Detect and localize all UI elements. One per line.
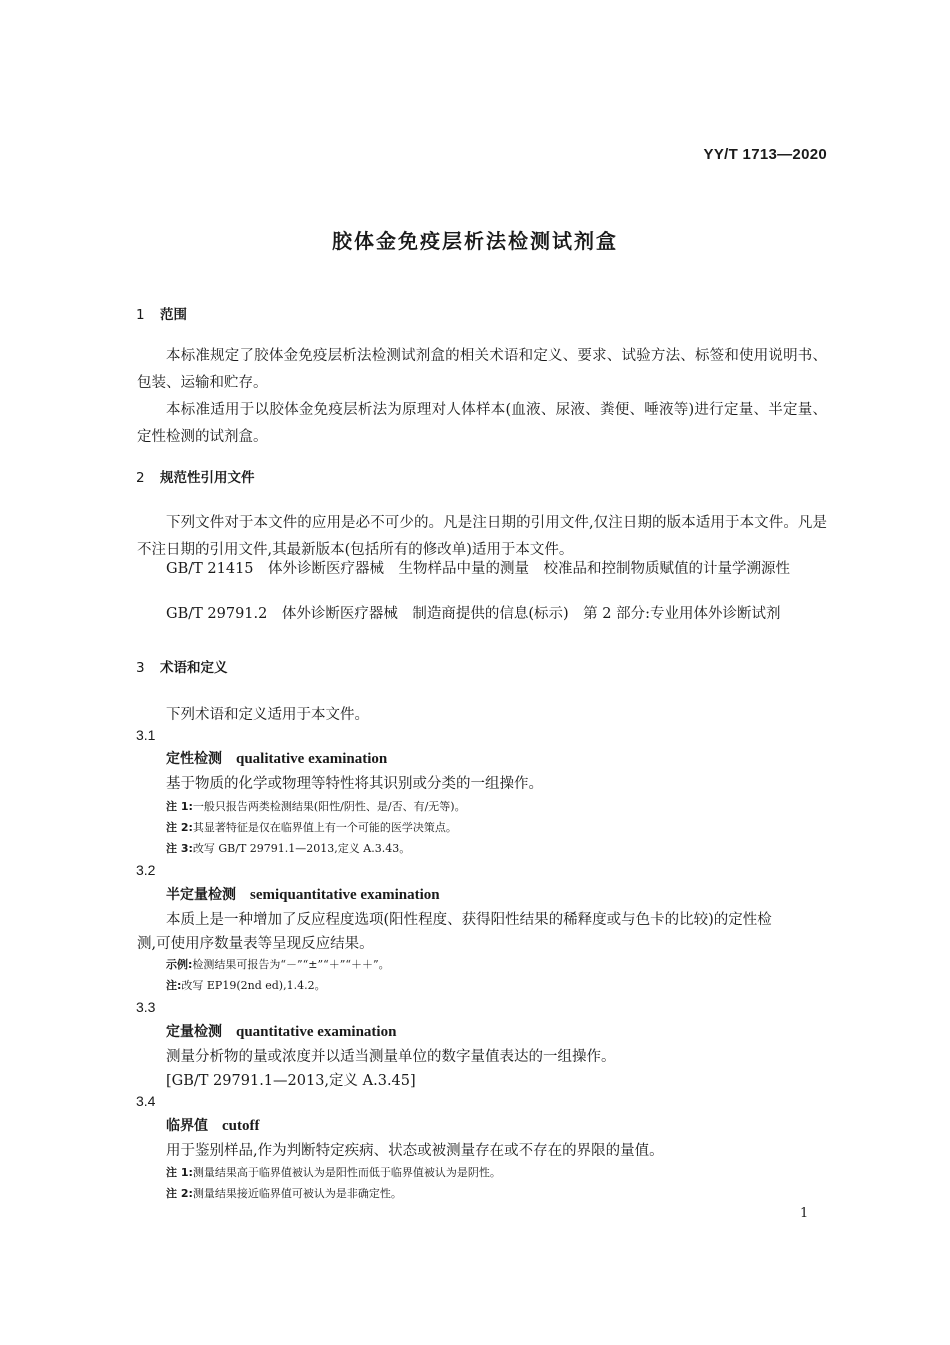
- note-text: 一般只报告两类检测结果(阳性/阴性、是/否、有/无等)。: [192, 800, 466, 813]
- note-label: 注 2:: [166, 1187, 193, 1200]
- term-en: cutoff: [222, 1118, 260, 1134]
- reference-item: GB/T 29791.2 体外诊断医疗器械 制造商提供的信息(标示) 第 2 部分:专业用体外诊断试剂: [166, 606, 781, 622]
- paragraph: 下列文件对于本文件的应用是必不可少的。凡是注日期的引用文件,仅注日期的版本适用于本文件。凡是不注日期的引用文件,其最新版本(包括所有的修改单)适用于本文件。: [137, 515, 827, 558]
- paragraph: 本标准规定了胶体金免疫层析法检测试剂盒的相关术语和定义、要求、试验方法、标签和使用说明书、包装、运输和贮存。: [137, 348, 827, 391]
- standard-number: YY/T 1713—2020: [703, 146, 827, 163]
- section-number: 3: [136, 660, 145, 676]
- term-heading: [166, 884, 440, 904]
- term-zh: 半定量检测: [166, 887, 236, 903]
- example-label: 示例:: [166, 958, 193, 971]
- section-heading: [136, 466, 255, 486]
- note-text: 测量结果高于临界值被认为是阳性而低于临界值被认为是阴性。: [192, 1166, 501, 1179]
- section-title: 规范性引用文件: [160, 470, 255, 486]
- note-label: 注 2:: [166, 821, 193, 834]
- term-zh: 临界值: [166, 1118, 208, 1134]
- term-definition: 基于物质的化学或物理等特性将其识别或分类的一组操作。: [166, 776, 543, 792]
- section-title: 范围: [160, 307, 187, 323]
- clause-number: 3.2: [136, 862, 156, 878]
- term-heading: [166, 1021, 396, 1041]
- term-heading: [166, 1115, 260, 1135]
- clause-number: 3.1: [136, 727, 156, 743]
- clause-number: 3.4: [136, 1093, 156, 1109]
- term-definition: 用于鉴别样品,作为判断特定疾病、状态或被测量存在或不存在的界限的量值。: [166, 1143, 664, 1159]
- term-definition: 本质上是一种增加了反应程度选项(阳性程度、获得阳性结果的稀释度或与色卡的比较)的定性检: [166, 912, 772, 928]
- note-label: 注 3:: [166, 842, 193, 855]
- clause-number: 3.3: [136, 999, 156, 1015]
- section-number: 2: [136, 470, 145, 486]
- section-title: 术语和定义: [160, 660, 228, 676]
- reference-item: GB/T 21415 体外诊断医疗器械 生物样品中量的测量 校准品和控制物质赋值的计量学溯源性: [166, 561, 791, 577]
- note-label: 注 1:: [166, 1166, 193, 1179]
- note: [166, 1185, 402, 1201]
- section-heading: [136, 303, 187, 323]
- term-en: quantitative examination: [236, 1024, 397, 1040]
- note: [166, 1164, 501, 1180]
- note-text: 测量结果接近临界值可被认为是非确定性。: [192, 1187, 402, 1200]
- note-label: 注:: [166, 979, 182, 992]
- term-definition: 测量分析物的量或浓度并以适当测量单位的数字量值表达的一组操作。: [166, 1049, 616, 1065]
- term-en: semiquantitative examination: [250, 887, 440, 903]
- term-en: qualitative examination: [236, 751, 388, 767]
- note: [166, 977, 326, 993]
- example-text: 检测结果可报告为“－”“±”“＋”“＋＋”。: [192, 958, 390, 971]
- note: [166, 840, 410, 856]
- section-number: 1: [136, 307, 145, 323]
- term-zh: 定量检测: [166, 1024, 222, 1040]
- note: [166, 819, 457, 835]
- note-text: 其显著特征是仅在临界值上有一个可能的医学决策点。: [192, 821, 457, 834]
- term-definition-cont: 测,可使用序数量表等呈现反应结果。: [137, 936, 374, 952]
- term-source: [GB/T 29791.1—2013,定义 A.3.45]: [166, 1073, 416, 1089]
- paragraph: 下列术语和定义适用于本文件。: [166, 707, 369, 723]
- term-heading: [166, 748, 387, 768]
- page-title: 胶体金免疫层析法检测试剂盒: [332, 229, 618, 253]
- example: [166, 956, 390, 972]
- note-text: 改写 EP19(2nd ed),1.4.2。: [181, 979, 326, 992]
- section-heading: [136, 656, 228, 676]
- note-label: 注 1:: [166, 800, 193, 813]
- page-number: 1: [800, 1206, 809, 1221]
- note: [166, 798, 466, 814]
- note-text: 改写 GB/T 29791.1—2013,定义 A.3.43。: [192, 842, 411, 855]
- paragraph: 本标准适用于以胶体金免疫层析法为原理对人体样本(血液、尿液、粪便、唾液等)进行定量、半定量、定性检测的试剂盒。: [137, 402, 827, 445]
- term-zh: 定性检测: [166, 751, 222, 767]
